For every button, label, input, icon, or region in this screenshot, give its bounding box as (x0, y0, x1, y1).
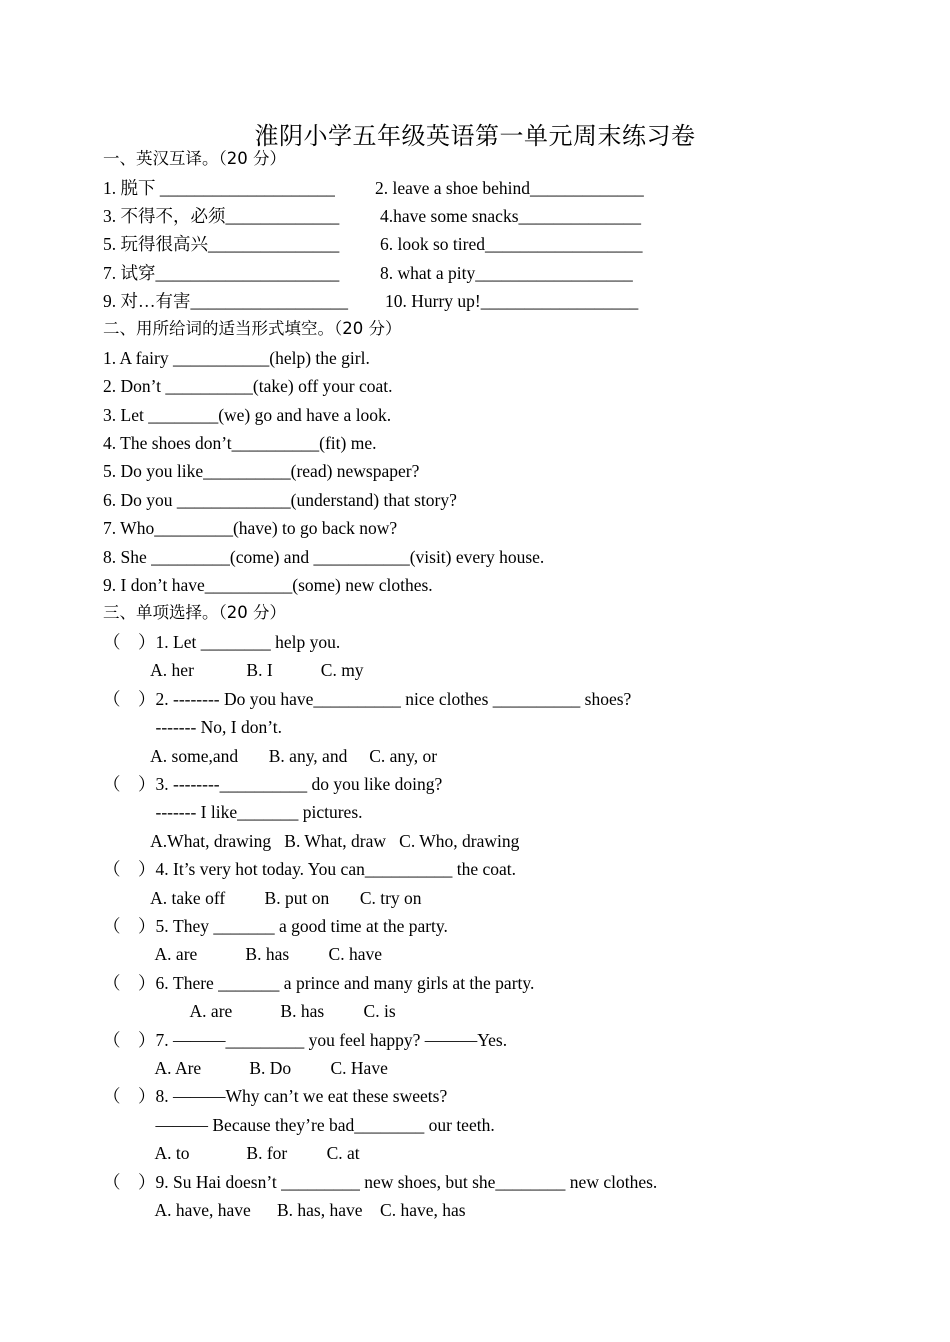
mc-question: （ ）6. There _______ a prince and many girls at the party. (103, 973, 535, 993)
mc-options: A. her B. I C. my (103, 660, 364, 680)
translation-item-left: 5. 玩得很高兴_______________ (103, 234, 340, 254)
mc-question: （ ）7. ———_________ you feel happy? ———Yes. (103, 1030, 508, 1050)
mc-question: （ ）9. Su Hai doesn’t _________ new shoes, but she________ new clothes. (103, 1172, 658, 1192)
mc-dialog-line: ——— Because they’re bad________ our teeth. (103, 1115, 495, 1135)
fill-in-item: 1. A fairy ___________(help) the girl. (103, 348, 370, 368)
translation-item-right: 6. look so tired__________________ (380, 234, 643, 254)
mc-question: （ ）8. ———Why can’t we eat these sweets? (103, 1086, 448, 1106)
fill-in-item: 4. The shoes don’t__________(fit) me. (103, 433, 377, 453)
section3-heading: 三、单项选择。（20 分） (103, 603, 286, 622)
fill-in-item: 7. Who_________(have) to go back now? (103, 518, 398, 538)
mc-question: （ ）1. Let ________ help you. (103, 632, 341, 652)
mc-options: A. are B. has C. is (103, 1001, 396, 1021)
fill-in-item: 2. Don’t __________(take) off your coat. (103, 376, 393, 396)
mc-options: A. some,and B. any, and C. any, or (103, 746, 438, 766)
translation-item-right: 8. what a pity__________________ (380, 263, 633, 283)
translation-item-left: 3. 不得不，必须_____________ (103, 206, 340, 226)
mc-dialog-line: ------- I like_______ pictures. (103, 802, 363, 822)
mc-question: （ ）2. -------- Do you have__________ nice clothes __________ shoes? (103, 689, 632, 709)
mc-options: A. have, have B. has, have C. have, has (103, 1200, 466, 1220)
page-title: 淮阴小学五年级英语第一单元周末练习卷 (254, 122, 696, 150)
mc-options: A. are B. has C. have (103, 944, 382, 964)
fill-in-item: 9. I don’t have__________(some) new clothes. (103, 575, 433, 595)
translation-item-right: 10. Hurry up!__________________ (385, 291, 639, 311)
translation-item-left: 7. 试穿_____________________ (103, 263, 340, 283)
section1-heading: 一、英汉互译。（20 分） (103, 149, 286, 168)
mc-options: A. to B. for C. at (103, 1143, 360, 1163)
mc-question: （ ）3. --------__________ do you like doing? (103, 774, 443, 794)
fill-in-item: 5. Do you like__________(read) newspaper? (103, 461, 420, 481)
fill-in-item: 8. She _________(come) and ___________(visit) every house. (103, 547, 545, 567)
mc-question: （ ）5. They _______ a good time at the party. (103, 916, 448, 936)
mc-dialog-line: ------- No, I don’t. (103, 717, 283, 737)
fill-in-item: 3. Let ________(we) go and have a look. (103, 405, 392, 425)
translation-item-left: 9. 对…有害__________________ (103, 291, 348, 311)
translation-item-right: 2. leave a shoe behind_____________ (375, 178, 644, 198)
translation-item-left: 1. 脱下 ____________________ (103, 178, 335, 198)
mc-options: A. take off B. put on C. try on (103, 888, 422, 908)
translation-item-right: 4.have some snacks______________ (380, 206, 642, 226)
mc-options: A. Are B. Do C. Have (103, 1058, 388, 1078)
section2-heading: 二、用所给词的适当形式填空。（20 分） (103, 319, 402, 338)
fill-in-item: 6. Do you _____________(understand) that story? (103, 490, 457, 510)
mc-question: （ ）4. It’s very hot today. You can__________ the coat. (103, 859, 516, 879)
mc-options: A.What, drawing B. What, draw C. Who, drawing (103, 831, 520, 851)
